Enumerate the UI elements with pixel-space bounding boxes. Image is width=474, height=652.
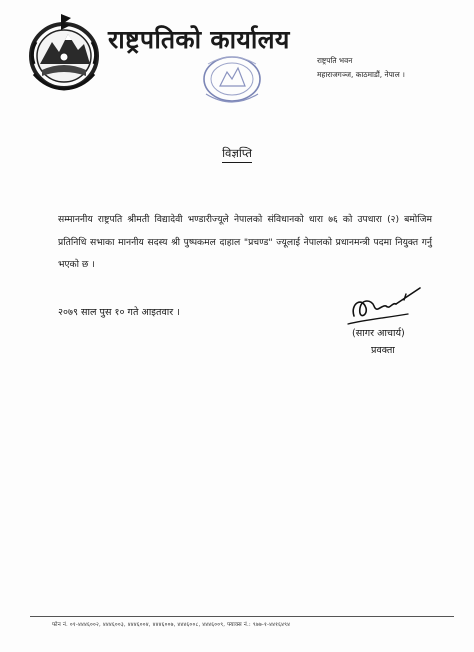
signature-mark	[344, 286, 422, 330]
signatory-name: (सागर आचार्य)	[352, 328, 405, 339]
notice-date: २०७९ साल पुस १० गते आइतवार ।	[58, 307, 180, 318]
notice-heading-text: विज्ञप्ति	[222, 146, 252, 163]
footer-contact: फोन नं. ०१-४४४६००२, ४४४६००३, ४४४६००४, ४४४६००७, ४४४६००८, ४४४६००९, फ्याक्स नं.: ९७७-१-४४१६४९४	[52, 622, 291, 628]
office-name: राष्ट्रपतिको कार्यालय	[108, 25, 290, 54]
official-stamp-icon	[198, 52, 266, 106]
signatory-role: प्रवक्ता	[371, 345, 395, 356]
nepal-emblem-icon	[26, 12, 102, 92]
address-line-city: महाराजगञ्ज, काठमाडौं, नेपाल ।	[317, 70, 405, 79]
address-line-building: राष्ट्रपति भवन	[317, 56, 353, 65]
notice-body: सम्माननीय राष्ट्रपति श्रीमती विद्यादेवी भण्डारीज्यूले नेपालको संविधानको धारा ७६ को उपधारा (२) बमोजिम प्रतिनिधि सभाका माननीय सदस्य श्री पुष्पकमल दाहाल "प्रचण्ड" ज्यूलाई नेपालको प्रधानमन्त्री पदमा नियुक्त गर्नु भएको छ ।	[58, 214, 432, 270]
notice-heading	[0, 142, 474, 161]
footer-divider	[30, 616, 454, 617]
